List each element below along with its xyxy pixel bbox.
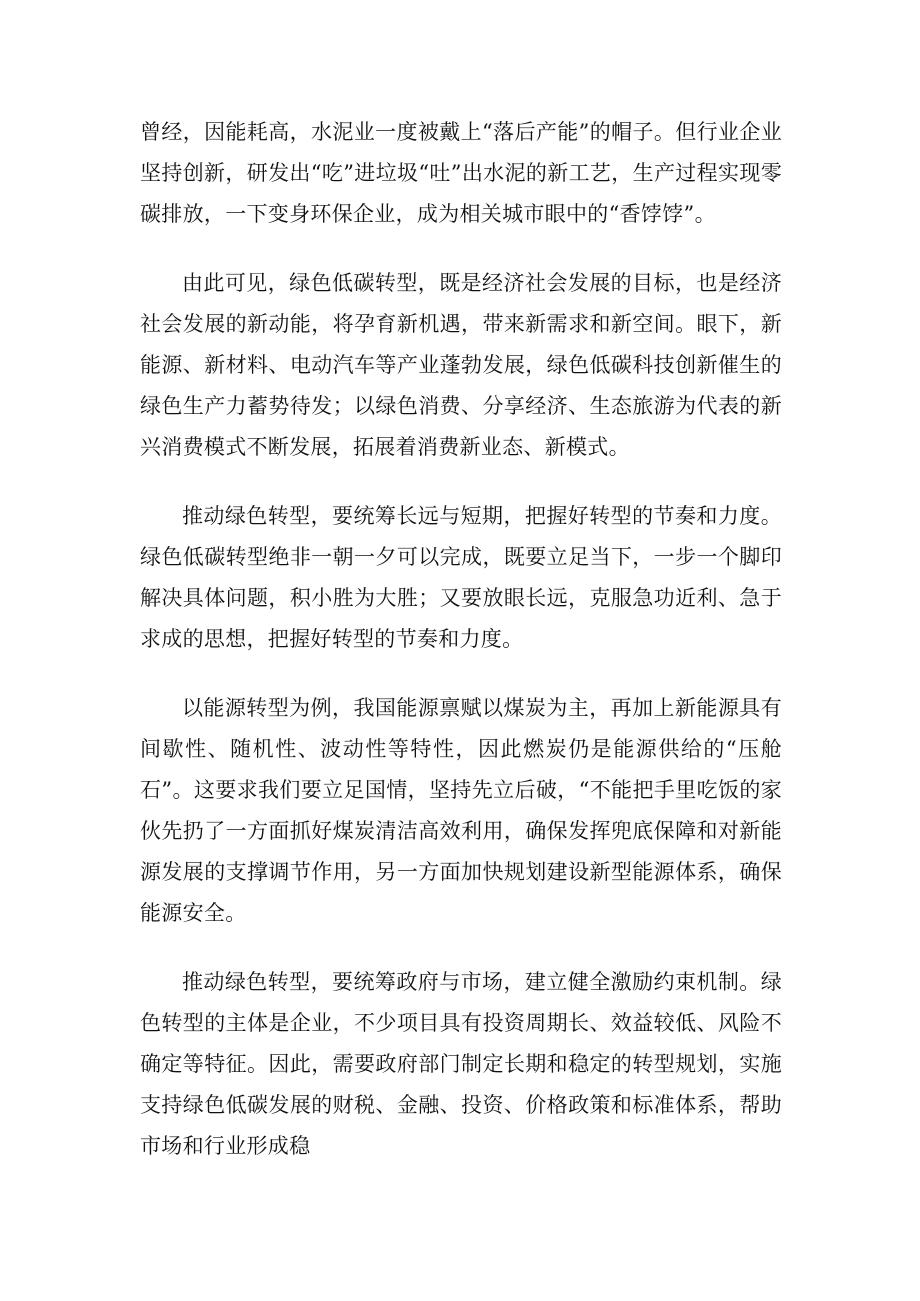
document-body [140,112,782,1167]
paragraph-4: 以能源转型为例，我国能源禀赋以煤炭为主，再加上新能源具有间歇性、随机性、波动性等特性，因此燃炭仍是能源供给的“压舱石”。这要求我们要立足国情，坚持先立后破，“不能把手里吃饭的家伙先扔了一方面抓好煤炭清洁高效利用，确保发挥兜底保障和对新能源发展的支撑调节作用，另一方面加快规划建设新型能源体系，确保能源安全。 [140,696,782,925]
paragraph-2: 由此可见，绿色低碳转型，既是经济社会发展的目标，也是经济社会发展的新动能，将孕育新机遇，带来新需求和新空间。眼下，新能源、新材料、电动汽车等产业蓬勃发展，绿色低碳科技创新催生的绿色生产力蓄势待发；以绿色消费、分享经济、生态旅游为代表的新兴消费模式不断发展，拓展着消费新业态、新模式。 [140,271,782,459]
paragraph-1: 曾经，因能耗高，水泥业一度被戴上“落后产能”的帽子。但行业企业坚持创新，研发出“吃”进垃圾“吐”出水泥的新工艺，生产过程实现零碳排放，一下变身环保企业，成为相关城市眼中的“香饽饽”。 [140,120,782,226]
paragraph-3: 推动绿色转型，要统筹长远与短期，把握好转型的节奏和力度。绿色低碳转型绝非一朝一夕可以完成，既要立足当下，一步一个脚印解决具体问题，积小胜为大胜；又要放眼长远，克服急功近利、急于求成的思想，把握好转型的节奏和力度。 [140,504,782,651]
paragraph-5: 推动绿色转型，要统筹政府与市场，建立健全激励约束机制。绿色转型的主体是企业，不少项目具有投资周期长、效益较低、风险不确定等特征。因此，需要政府部门制定长期和稳定的转型规划，实施支持绿色低碳发展的财税、金融、投资、价格政策和标准体系，帮助市场和行业形成稳 [140,970,782,1158]
